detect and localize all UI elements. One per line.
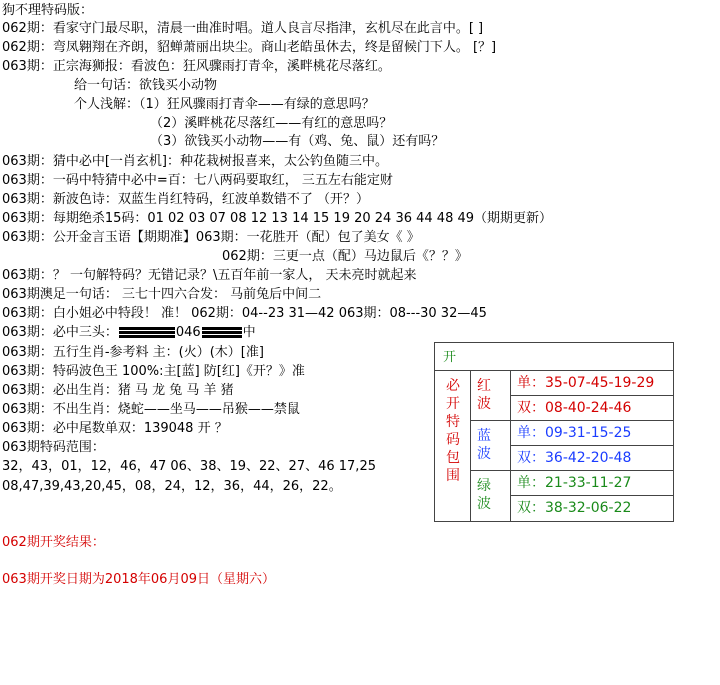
text-line: 063期：五行生肖-参考料 主：(火）(木）[准]: [2, 345, 264, 360]
date-063: 063期开奖日期为2018年06月09日（星期六）: [2, 572, 275, 587]
text-line: 062期：看家守门最尽职，清晨一曲准时唱。道人良言尽指津，玄机尽在此言中。[ ]: [2, 21, 484, 36]
text-line: 给一句话：欲钱买小动物: [74, 78, 218, 93]
special-code-table: [434, 342, 674, 522]
triple-bar-icon: [119, 327, 175, 338]
text-line: （3）欲钱买小动物——有（鸡、兔、鼠）还有吗？: [150, 134, 445, 149]
table-row: 单：21-33-11-27: [511, 471, 673, 496]
text-line: 063期：公开金言玉语【期期准】063期：一花胜开（配）包了美女《 》: [2, 230, 420, 245]
text-line: 062期：弯凤翱翔在齐朗，貂蝉萧丽出块尘。商山老皓虽休去，终是留候门下人。 [？]: [2, 40, 497, 55]
table-row: 单：09-31-15-25: [511, 421, 673, 446]
three-head-end: 中: [242, 325, 256, 340]
text-line: 063期：不出生肖：烧蛇——坐马——吊猴——禁鼠: [2, 402, 300, 417]
text-line: [2, 324, 256, 342]
text-line: 062期：三更一点（配）马边鼠后《？？》: [222, 249, 468, 264]
text-line: 08,47,39,43,20,45，08，24，12，36，44，26，22。: [2, 479, 342, 494]
table-side-title: 必开特码包围: [435, 371, 471, 521]
category-red: 红波: [471, 371, 511, 421]
table-row: 双：38-32-06-22: [517, 500, 632, 516]
text-line: 063期：必中尾数单双：139048 开 ？: [2, 421, 228, 436]
text-line: （2）溪畔桃花尽落红——有红的意思吗？: [150, 116, 393, 131]
text-line: 个人浅解：（1）狂风骤雨打青伞——有绿的意思吗？: [74, 97, 375, 112]
text-line: 063期：白小姐必中特段！ 准！ 062期：04--23 31—42 063期：08---30 32—45: [2, 306, 487, 321]
three-head-number: 046: [175, 325, 201, 340]
table-row: 单：35-07-45-19-29: [511, 371, 673, 396]
table-header: 开: [435, 343, 673, 371]
text-line: 063期：每期绝杀15码：01 02 03 07 08 12 13 14 15 19 20 24 36 44 48 49（期期更新）: [2, 211, 553, 226]
text-line: 063期：新波色诗：双蓝生肖红特码，红波单数错不了 （开？）: [2, 192, 369, 207]
text-line: 32，43，01，12，46，47 06、38、19、22、27、46 17,25: [2, 459, 376, 474]
text-line: 063期：？ 一句解特码？无错记录？\五百年前一家人， 天未亮时就起来: [2, 268, 417, 283]
text-line: 063期：猜中必中[一肖玄机]：种花栽树报喜来，太公钓鱼随三中。: [2, 154, 388, 169]
text-line: 063期：特码波色王 100%:主[蓝] 防[红]《开？》准: [2, 364, 305, 379]
category-blue: 蓝波: [471, 421, 511, 471]
title: 狗不理特码版：: [2, 3, 94, 18]
three-head-label: 063期：必中三头：: [2, 325, 118, 340]
text-line: 063期澳足一句话： 三七十四六合发： 马前兔后中间二: [2, 287, 322, 302]
result-062: 062期开奖结果：: [2, 535, 105, 550]
category-green: 绿波: [471, 471, 511, 521]
text-line: 063期：必出生肖：猪 马 龙 兔 马 羊 猪: [2, 383, 234, 398]
text-line: 063期：正宗海狮报：看波色：狂风骤雨打青伞，溪畔桃花尽落红。: [2, 59, 391, 74]
text-line: 063期特码范围：: [2, 440, 105, 455]
table-row: 双：36-42-20-48: [511, 446, 673, 471]
triple-bar-icon: [202, 327, 242, 338]
table-row: 双：08-40-24-46: [511, 396, 673, 421]
text-line: 063期：一码中特猜中必中=百：七八两码要取红， 三五左右能定财: [2, 173, 393, 188]
